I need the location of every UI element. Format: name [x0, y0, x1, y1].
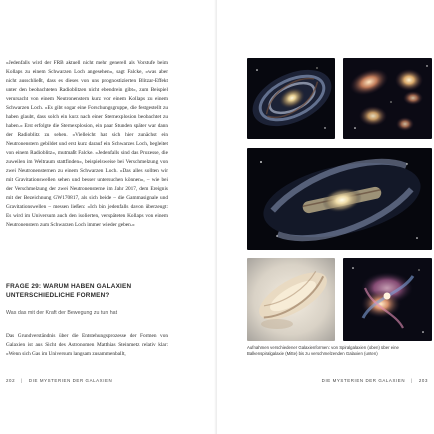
body-paragraph-2: Das Grundverständnis über die Entstehungsprozesse der Formen von Galaxien ist aus Sicht des Astronomen Matthias Steinmetz relativ klar: »Wenn sich Gas im Universum langsam zusammenballt, — [6, 333, 168, 357]
spiral-galaxy-photo-1 — [247, 58, 335, 139]
right-running-title: DIE MYSTERIEN DER GALAXIEN — [321, 378, 406, 383]
right-page-number: 203 — [418, 378, 428, 383]
left-running-title: DIE MYSTERIEN DER GALAXIEN — [28, 378, 113, 383]
body-paragraph-1-text: »Jedenfalls wird der FRB aktuell nicht mehr generell als Vorstufe beim Kollaps zu einem Schwarzen Loch angesehen«, sagt Falcke, »was aber nicht ausschließt, dass es dieses von uns prognostizierten Blitzar-Effekt unter den beobachteten Radioblitzen nicht ebendrein gibt«, zum Beispiel verursacht von einem Neutronenstern kurz vor einem Kollaps zu einem Schwarzen Loch. »Es gibt sogar eine Forschungsgruppe, die festgestellt zu haben glaubt, dass solch ein kurz nach einer Sternexplosion beobachtet zu haben.« Erst erfolgte die Sternexplosion, ein paar Stunden später war dann der Radioblitz zu sehen. »Vielleicht hat sich hier zunächst ein Neutronenstern gebildet und erst kurz darauf ein Schwarzes Loch, begleitet von einem Radioblitz«, mutmaßt Falcke. »Jedenfalls sind das Prozesse, die zuweilen im Weltraum stattfinden«, beispielsweise bei Verschmelzung von zwei Neutronensternen zu einem Schwarzen Loch. »Das alles sollten wir mit Gravitationswellen sehen und besser untersuchen können«, – wie bei der Verschmelzung der zwei Neutronensterne im Jahr 2017, dem Ereignis mit der Bezeichnung GW170817, als sich beide – die Gammasignale und Gravitationswellen – messen ließen: »Ich bin jedenfalls davon überzeugt: Es wird im Universum auch den isolierten, verspäteten Kollaps von einem Neutronenstern zum Schwarzen Loch immer wieder geben.« — [6, 60, 168, 228]
footer-separator: | — [411, 378, 413, 383]
right-page — [217, 0, 434, 434]
image-caption: Aufnahmen verschiedener Galaxienformen: von Spiralgalaxien (oben) über eine Balkenspiralgalaxie (Mitte) bis zu verschmelzenden Galaxien (unten) — [247, 345, 399, 356]
merging-galaxies-photo — [343, 258, 432, 341]
right-footer — [322, 378, 428, 383]
left-page-number: 202 — [6, 378, 16, 383]
barred-spiral-galaxy-photo — [247, 148, 432, 250]
left-footer — [6, 378, 112, 383]
edge-on-galaxy-photo — [247, 258, 335, 341]
section-heading: FRAGE 29: WARUM HABEN GALAXIEN UNTERSCHIEDLICHE FORMEN? — [6, 283, 132, 299]
footer-separator: | — [21, 378, 23, 383]
interacting-galaxies-photo — [343, 58, 432, 139]
section-subheading: Was das mit der Kraft der Bewegung zu tun hat — [6, 310, 118, 316]
body-paragraph-1 — [6, 59, 168, 230]
